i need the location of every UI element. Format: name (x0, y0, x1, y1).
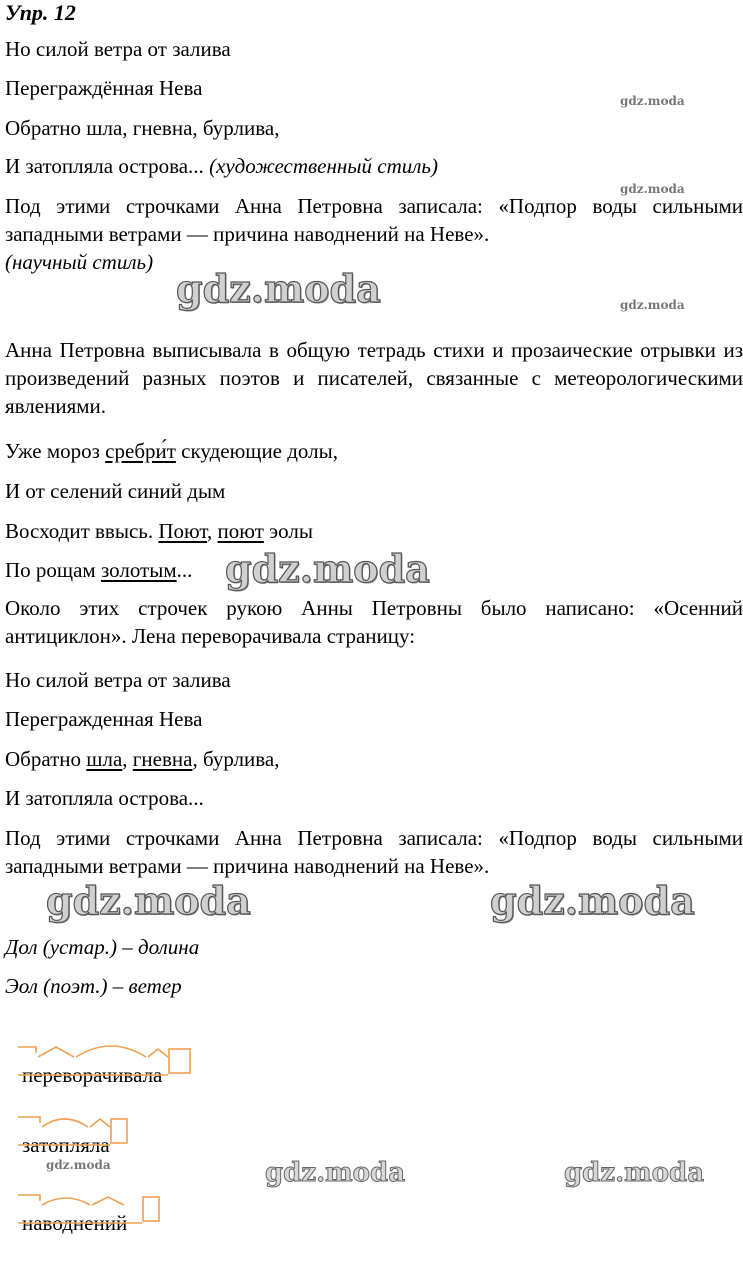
poem1-line-4-text: И затопляла острова... (5, 154, 204, 178)
morpheme-word-zatoplyala (22, 1133, 110, 1158)
morpheme-marks-1 (16, 1041, 196, 1081)
poem3-line-3-end: , бурлива, (192, 747, 280, 771)
morpheme-text-3: наводнений (22, 1211, 128, 1235)
morpheme-text-2: затопляла (22, 1133, 110, 1157)
watermark-medium-2: gdz.moda (564, 1158, 705, 1188)
note-scientific (5, 192, 743, 276)
watermark-large-2: gdz.moda (225, 546, 430, 591)
morpheme-word-navodneniy (22, 1211, 127, 1236)
underlined-word-srebrit: сребри́т (105, 439, 176, 463)
watermark-large-4: gdz.moda (490, 878, 695, 923)
morpheme-marks-3 (16, 1189, 176, 1229)
watermark-large-3: gdz.moda (46, 878, 251, 923)
watermark-small-2: gdz.moda (620, 182, 685, 196)
watermark-small-1: gdz.moda (620, 94, 685, 108)
style-label-scientific: (научный стиль) (5, 250, 154, 274)
poem1-line-2: Переграждённая Нева (5, 76, 203, 100)
poem2-line-2: И от селений синий дым (5, 479, 226, 503)
poem2-line-3-end: эолы (263, 519, 313, 543)
poem2-line-3-sep: , (207, 519, 218, 543)
watermark-medium-1: gdz.moda (265, 1158, 406, 1188)
poem3-line-3 (5, 746, 279, 772)
morpheme-text-1: переворачивала (22, 1063, 163, 1087)
poem2-line-4-end: ... (176, 558, 193, 582)
poem2-line-4 (5, 557, 192, 583)
poem2-line-3-start: Восходит ввысь. (5, 519, 159, 543)
watermark-large-1: gdz.moda (176, 266, 381, 311)
poem2-line-3 (5, 518, 313, 544)
paragraph-anticyclone: Около этих строчек рукою Анны Петровны было написано: «Осенний антициклон». Лена переворачивала страницу: (5, 596, 743, 648)
note-repeat: Под этими строчками Анна Петровна записала: «Подпор воды сильными западными ветрами — причина наводнений на Неве». (5, 826, 743, 878)
style-label-artistic: (художественный стиль) (209, 154, 438, 178)
poem2-line-1 (5, 438, 338, 464)
poem3-line-3-sep: , (122, 747, 133, 771)
glossary-dol: Дол (устар.) – долина (5, 935, 200, 959)
poem2-line-1-end: скудеющие долы, (175, 439, 338, 463)
watermark-small-3: gdz.moda (620, 298, 685, 312)
poem1-line-1: Но силой ветра от залива (5, 37, 231, 61)
underlined-word-poyut-1: Поют (158, 519, 208, 543)
poem3-line-2: Перегражденная Нева (5, 707, 203, 731)
poem1-line-4 (5, 153, 438, 179)
poem3-line-1: Но силой ветра от залива (5, 668, 231, 692)
watermark-small-4: gdz.moda (46, 1158, 111, 1172)
poem3-line-4: И затопляла острова... (5, 786, 204, 810)
poem1-line-3: Обратно шла, гневна, бурлива, (5, 116, 280, 140)
poem3-line-3-start: Обратно (5, 747, 87, 771)
underlined-word-poyut-2: поют (217, 519, 264, 543)
underlined-word-gnevna: гневна (132, 747, 193, 771)
paragraph-intro: Анна Петровна выписывала в общую тетрадь стихи и прозаические отрывки из произведений разных поэтов и писателей, связанные с метеорологическими явлениями. (5, 338, 743, 418)
morpheme-word-perevorachivala (22, 1063, 162, 1088)
poem2-line-4-start: По рощам (5, 558, 101, 582)
note1-text: Под этими строчками Анна Петровна записала: «Подпор воды сильными западными ветрами — причина наводнений на Неве». (5, 194, 743, 246)
morpheme-marks-2 (16, 1111, 146, 1151)
poem2-line-1-start: Уже мороз (5, 439, 106, 463)
exercise-title: Упр. 12 (5, 0, 76, 25)
underlined-word-zolotym: золотым (100, 558, 177, 582)
underlined-word-shla: шла (86, 747, 123, 771)
glossary-eol: Эол (поэт.) – ветер (5, 974, 182, 998)
